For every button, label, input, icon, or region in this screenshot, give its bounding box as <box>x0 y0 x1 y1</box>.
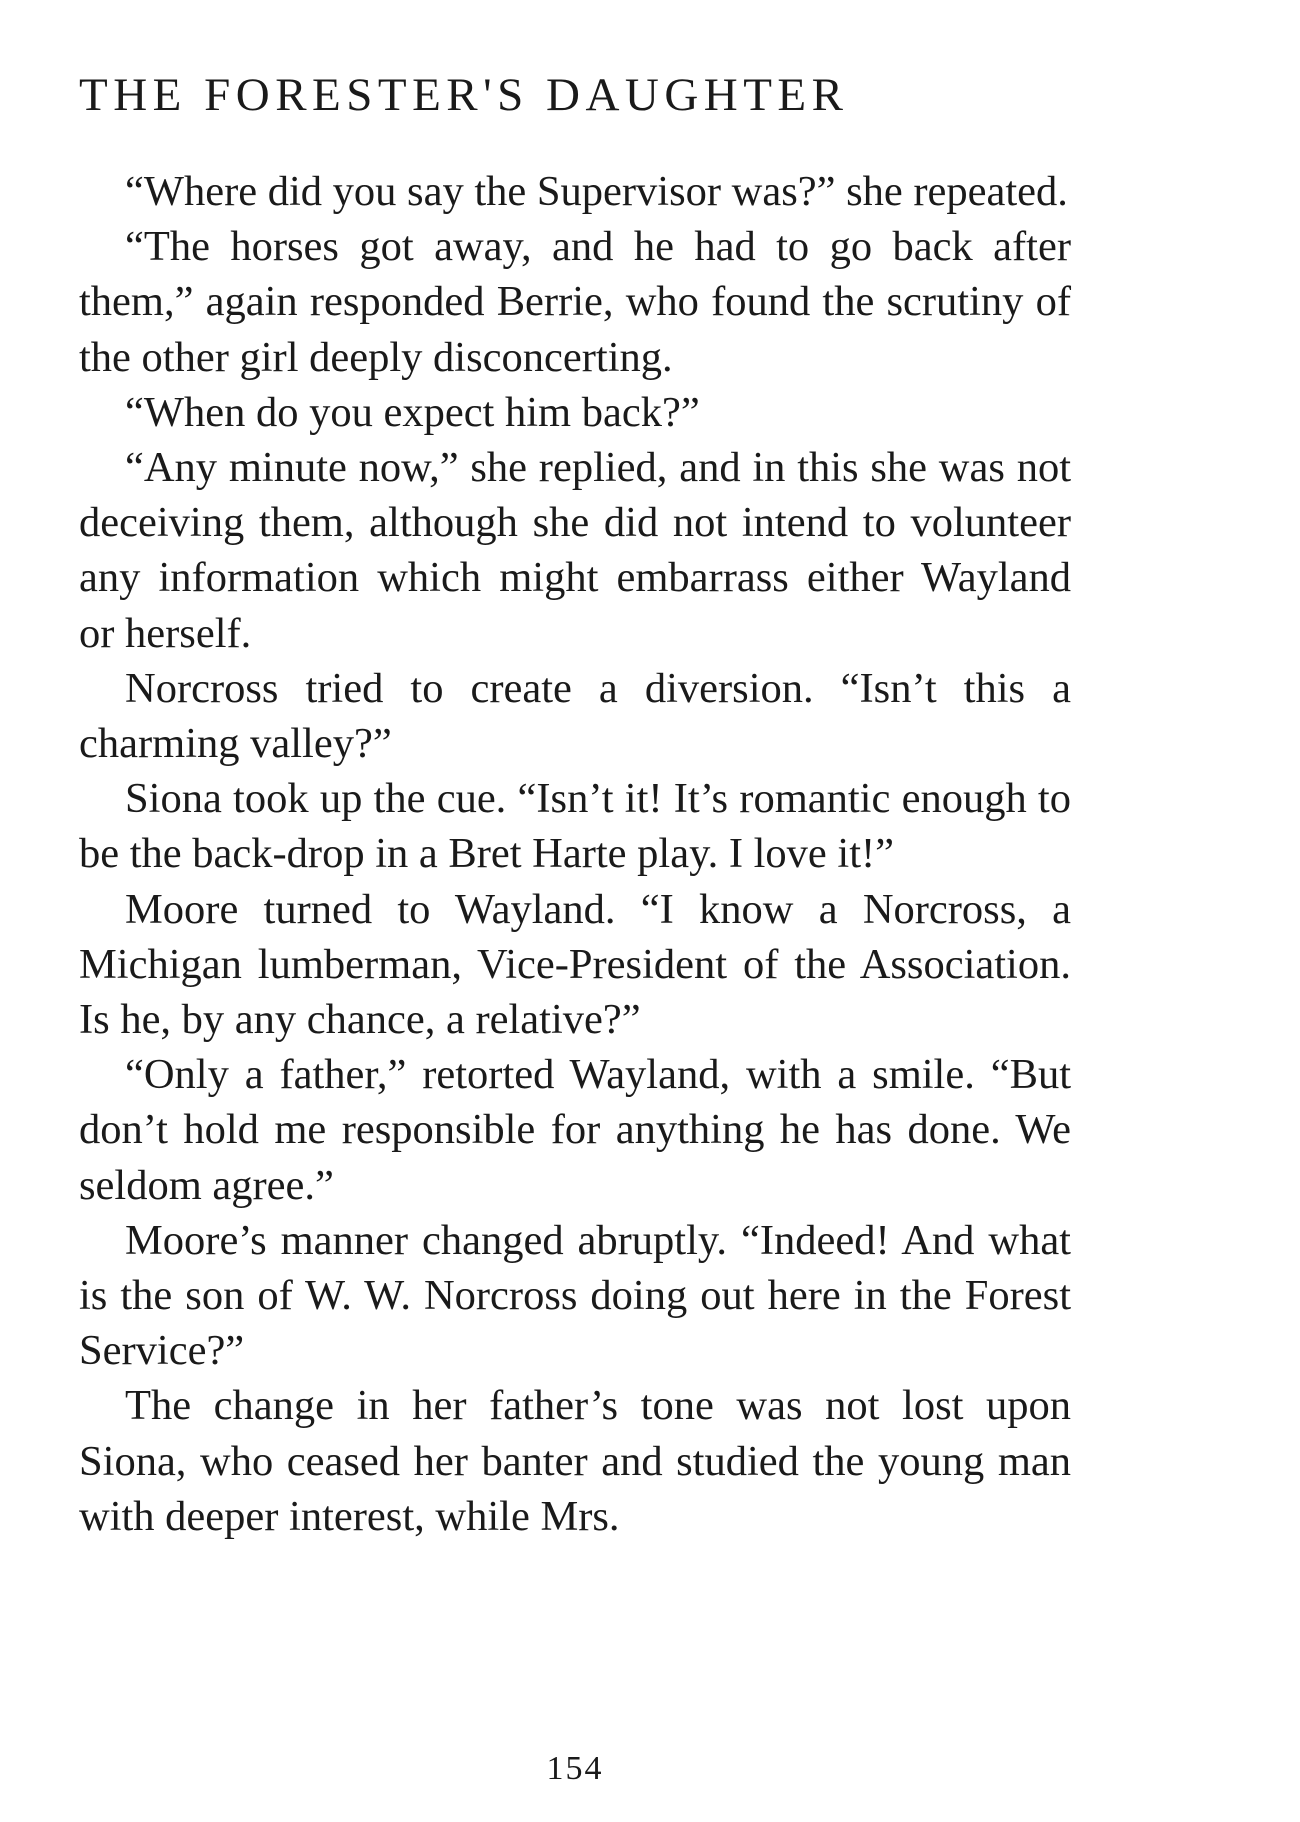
paragraph: “Where did you say the Supervisor was?” she repeated. <box>125 168 1068 215</box>
paragraph: “Only a father,” retorted Wayland, with a smile. “But don’t hold me responsible for anything he has done. We seldom agree.” <box>79 1051 1071 1209</box>
paragraph: Moore turned to Wayland. “I know a Norcross, a Michigan lumberman, Vice-President of the Association. Is he, by any chance, a relative?” <box>79 885 1071 1044</box>
paragraph: “Any minute now,” she replied, and in this she was not deceiving them, although she did not intend to volunteer any information which might embarrass either Wayland or herself. <box>79 444 1071 657</box>
paragraph: “The horses got away, and he had to go back after them,” again responded Berrie, who found the scrutiny of the other girl deeply disconcerting. <box>79 223 1071 381</box>
paragraph: Moore’s manner changed abruptly. “Indeed! And what is the son of W. W. Norcross doing out here in the Forest Service?” <box>79 1216 1071 1375</box>
running-head: THE FORESTER'S DAUGHTER <box>79 69 849 121</box>
paragraph: Norcross tried to create a diversion. “Isn’t this a charming valley?” <box>79 664 1071 768</box>
paragraph: Siona took up the cue. “Isn’t it! It’s romantic enough to be the back-drop in a Bret Harte play. I love it!” <box>79 775 1071 878</box>
page-number: 154 <box>546 1750 604 1787</box>
body-text <box>79 164 1071 1544</box>
paragraph: “When do you expect him back?” <box>125 388 700 436</box>
paragraph: The change in her father’s tone was not lost upon Siona, who ceased her banter and studied the young man with deeper interest, while Mrs. <box>79 1382 1071 1540</box>
